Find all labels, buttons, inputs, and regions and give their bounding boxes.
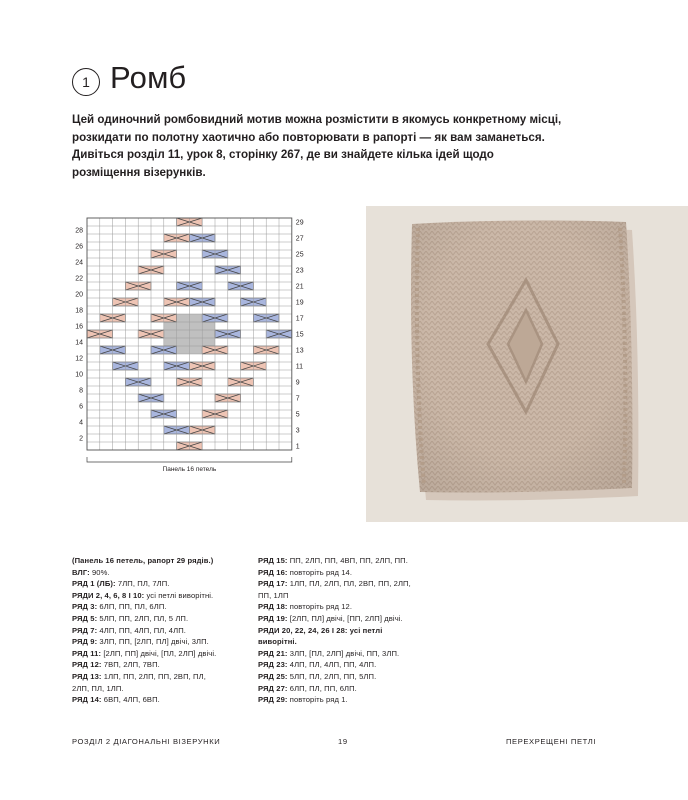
instruction-text: 90%. xyxy=(89,567,110,577)
instruction-text: 7ВП, 2ЛП, 7ВП. xyxy=(101,660,160,670)
instruction-line xyxy=(72,625,250,637)
page-title: Ромб xyxy=(110,60,187,95)
row-label-right: 17 xyxy=(295,315,304,323)
row-label-right: 23 xyxy=(295,267,304,275)
instruction-line xyxy=(72,578,250,590)
purl-cell xyxy=(202,322,215,330)
row-label-left: 10 xyxy=(75,371,83,379)
instruction-line xyxy=(72,555,250,567)
purl-cell xyxy=(202,338,215,346)
purl-cell xyxy=(177,330,190,338)
instruction-line xyxy=(72,659,250,671)
instruction-label: РЯД 13: xyxy=(72,671,102,681)
instruction-label: РЯД 16: xyxy=(258,567,288,577)
panel-caption: Панель 16 петель xyxy=(162,466,217,473)
instruction-line xyxy=(258,694,438,706)
intro-line: Цей одиночний ромбовидний мотив можна розмістити в якомусь конкретному місці, xyxy=(72,113,562,126)
row-label-left: 2 xyxy=(79,435,83,443)
row-label-left: 14 xyxy=(75,339,83,347)
row-label-right: 9 xyxy=(295,379,300,387)
instruction-line xyxy=(258,683,438,695)
instruction-line xyxy=(258,567,438,579)
purl-cell xyxy=(164,330,177,338)
instruction-text: 6ЛП, ПП, ПЛ, 6ЛП. xyxy=(97,602,167,612)
instruction-text: повторіть ряд 1. xyxy=(287,695,348,705)
instruction-label: РЯДИ 20, 22, 24, 26 І 28: xyxy=(258,625,348,635)
instruction-label: РЯД 5: xyxy=(72,613,98,623)
step-number: 1 xyxy=(82,74,90,90)
instruction-label: РЯД 15: xyxy=(258,556,288,565)
instruction-text: (Панель 16 петель, рапорт 29 рядів.) xyxy=(72,556,214,565)
instruction-label: РЯД 1 (ЛБ): xyxy=(72,579,116,589)
instruction-label: РЯД 9: xyxy=(72,637,98,647)
instruction-label: РЯД 19: xyxy=(258,613,288,623)
instruction-text: 4ЛП, ПП, 4ЛП, ПЛ, 4ЛП. xyxy=(97,625,186,635)
instruction-line xyxy=(258,578,438,601)
instruction-line xyxy=(258,671,438,683)
purl-cell xyxy=(189,314,202,322)
intro-line: розкидати по полотну хаотично або повторювати в рапорті — як вам заманеться. xyxy=(72,130,545,144)
instruction-line xyxy=(258,613,438,625)
row-label-left: 6 xyxy=(79,403,83,411)
instruction-text: 7ЛП, ПЛ, 7ЛП. xyxy=(115,579,170,589)
row-label-left: 8 xyxy=(79,387,83,395)
purl-cell xyxy=(177,314,190,322)
instruction-label: ВЛГ: xyxy=(72,567,90,577)
instruction-text: усі петлі виворітні. xyxy=(258,625,383,647)
instruction-text: 1ЛП, ПЛ, 2ЛП, ПЛ, 2ВП, ПП, 2ЛП, ПП, 1ЛП xyxy=(258,579,411,600)
instruction-text: 4ЛП, ПЛ, 4ЛП, ПП, 4ЛП. xyxy=(287,660,377,670)
instruction-line xyxy=(72,567,250,579)
footer-chapter: РОЗДІЛ 2 ДІАГОНАЛЬНІ ВІЗЕРУНКИ xyxy=(72,737,221,746)
instruction-label: РЯД 18: xyxy=(258,602,288,612)
instruction-text: 1ЛП, ПП, 2ЛП, ПП, 2ВП, ПЛ, 2ЛП, ПЛ, 1ЛП. xyxy=(72,671,206,693)
instruction-text: [2ЛП, ПЛ] двічі, [ПП, 2ЛП] двічі. xyxy=(287,613,403,623)
swatch-image xyxy=(366,206,688,522)
instruction-label: РЯД 21: xyxy=(258,648,288,658)
instruction-line xyxy=(72,671,250,694)
instruction-label: РЯД 3: xyxy=(72,602,98,612)
instruction-line xyxy=(72,590,250,602)
row-label-left: 28 xyxy=(75,227,83,235)
row-label-left: 12 xyxy=(75,355,83,363)
row-label-right: 21 xyxy=(295,283,304,291)
row-label-right: 11 xyxy=(295,363,304,371)
instruction-label: РЯД 29: xyxy=(258,695,288,705)
row-label-right: 1 xyxy=(295,443,300,451)
instruction-text: повторіть ряд 14. xyxy=(287,567,353,577)
row-label-right: 5 xyxy=(295,411,300,419)
intro-paragraph xyxy=(72,111,572,181)
instruction-line xyxy=(258,555,438,567)
instruction-text: [2ЛП, ПП] двічі, [ПЛ, 2ЛП] двічі. xyxy=(101,648,217,658)
instruction-text: усі петлі виворітні. xyxy=(144,590,214,600)
instruction-label: РЯД 7: xyxy=(72,625,98,635)
row-label-left: 20 xyxy=(75,291,83,299)
row-label-right: 27 xyxy=(295,235,304,243)
instruction-line xyxy=(72,694,250,706)
instruction-label: РЯД 17: xyxy=(258,579,288,589)
instruction-text: 5ЛП, ПП, 2ЛП, ПЛ, 5 ЛП. xyxy=(97,613,189,623)
row-label-left: 26 xyxy=(75,243,83,251)
purl-cell xyxy=(202,330,215,338)
purl-cell xyxy=(164,338,177,346)
instruction-label: РЯД 12: xyxy=(72,660,102,670)
intro-line: Дивіться розділ 11, урок 8, сторінку 267, де ви знайдете кілька ідей щодо xyxy=(72,148,494,161)
instruction-text: 3ЛП, [ПЛ, 2ЛП] двічі, ПП, 3ЛП. xyxy=(287,648,400,658)
instruction-label: РЯД 27: xyxy=(258,683,288,693)
row-label-right: 13 xyxy=(295,347,304,355)
row-label-right: 19 xyxy=(295,299,304,307)
purl-cell xyxy=(189,330,202,338)
instruction-label: РЯД 25: xyxy=(258,671,288,681)
instruction-line xyxy=(258,601,438,613)
purl-cell xyxy=(164,322,177,330)
intro-line: розміщення візерунків. xyxy=(72,165,206,179)
purl-cell xyxy=(189,346,202,354)
knitted-swatch-photo xyxy=(366,206,688,522)
knitting-chart xyxy=(68,210,328,502)
row-label-right: 3 xyxy=(295,427,300,435)
instruction-text: повторіть ряд 12. xyxy=(287,602,353,612)
instruction-text: ПП, 2ЛП, ПП, 4ВП, ПП, 2ЛП, ПП. xyxy=(287,556,408,565)
row-label-right: 29 xyxy=(295,219,304,227)
purl-cell xyxy=(189,322,202,330)
instruction-label: РЯД 11: xyxy=(72,648,102,658)
instruction-label: РЯДИ 2, 4, 6, 8 І 10: xyxy=(72,590,145,600)
footer-section: ПЕРЕХРЕЩЕНІ ПЕТЛІ xyxy=(506,737,597,746)
purl-cell xyxy=(177,346,190,354)
row-label-left: 4 xyxy=(79,419,83,427)
instruction-line xyxy=(72,648,250,660)
instruction-text: 5ЛП, ПЛ, 2ЛП, ПП, 5ЛП. xyxy=(287,671,377,681)
instruction-line xyxy=(72,613,250,625)
instructions-left-column xyxy=(72,555,250,706)
row-label-left: 22 xyxy=(75,275,83,283)
instruction-text: 6ВП, 4ЛП, 6ВП. xyxy=(101,695,160,705)
purl-cell xyxy=(177,322,190,330)
instruction-line xyxy=(258,659,438,671)
page-number: 19 xyxy=(338,737,348,746)
step-number-badge xyxy=(72,68,100,96)
instruction-line xyxy=(258,625,438,648)
row-label-right: 15 xyxy=(295,331,304,339)
instruction-line xyxy=(258,648,438,660)
instructions-right-column xyxy=(258,555,438,706)
row-label-right: 25 xyxy=(295,251,304,259)
instruction-label: РЯД 14: xyxy=(72,695,102,705)
row-label-left: 24 xyxy=(75,259,83,267)
row-label-right: 7 xyxy=(295,395,300,403)
instruction-line xyxy=(72,601,250,613)
instruction-text: 3ЛП, ПП, [2ЛП, ПЛ] двічі, 3ЛП. xyxy=(97,637,209,647)
purl-cell xyxy=(177,338,190,346)
instruction-label: РЯД 23: xyxy=(258,660,288,670)
row-label-left: 16 xyxy=(75,323,83,331)
instruction-text: 6ЛП, ПЛ, ПП, 6ЛП. xyxy=(287,683,357,693)
instruction-line xyxy=(72,636,250,648)
panel-bracket xyxy=(87,457,292,462)
row-label-left: 18 xyxy=(75,307,83,315)
purl-cell xyxy=(189,338,202,346)
